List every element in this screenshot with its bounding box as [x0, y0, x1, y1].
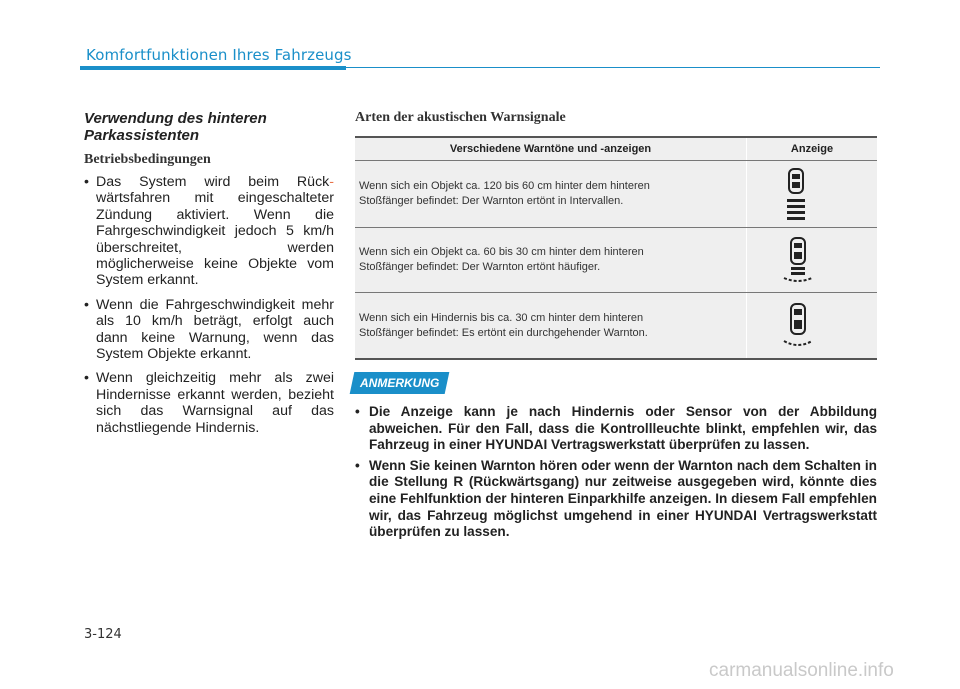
header-rule [346, 67, 880, 68]
row-line: Stoßfänger befindet: Der Warnton ertönt häufiger. [359, 261, 601, 273]
row-line: Stoßfänger befindet: Es ertönt ein durchgehender Warnton. [359, 326, 648, 339]
note-list [355, 404, 877, 541]
parking-sensor-far-icon [783, 168, 809, 220]
list-item [84, 174, 334, 289]
row-display [747, 293, 878, 360]
row-display [747, 161, 878, 228]
conditions-list [84, 174, 334, 436]
row-description [355, 228, 747, 293]
bullet1-part-a: Das System wird beim Rück [96, 174, 330, 190]
table-header-description: Verschiedene Warntöne und -anzeigen [355, 137, 747, 161]
row-description [355, 161, 747, 228]
row-description [355, 293, 747, 360]
parking-sensor-near-icon [783, 303, 813, 349]
table-title: Arten der akustischen Warnsignale [355, 110, 566, 125]
table-row [355, 161, 877, 228]
list-item: • Wenn die Fahrgeschwindigkeit mehr als 10 km/h beträgt, erfolgt auch dann keine Warnung, wenn das System Objekte erkannt. [84, 297, 334, 363]
table-row [355, 293, 877, 360]
row-display [747, 228, 878, 293]
left-column [84, 110, 334, 444]
table-header-display: Anzeige [747, 137, 878, 161]
row-line: Wenn sich ein Objekt ca. 60 bis 30 cm hinter dem hinteren [359, 246, 644, 258]
parking-sensor-mid-icon [783, 237, 813, 283]
warning-table [355, 136, 877, 360]
right-column [355, 110, 877, 545]
table-row [355, 228, 877, 293]
chapter-title: Komfortfunktionen Ihres Fahrzeugs [86, 46, 352, 64]
note-badge [350, 372, 450, 394]
watermark: carmanualsonline.info [709, 660, 894, 681]
row-line: Stoßfänger befindet: Der Warnton ertönt in Intervallen. [359, 195, 624, 207]
note-label: ANMERKUNG [360, 376, 440, 390]
list-item: • Wenn gleichzeitig mehr als zwei Hindernisse erkannt werden, bezieht sich das Warnsignal auf das nächstliegende Hindernis. [84, 370, 334, 436]
header-accent-bar [80, 66, 346, 70]
list-item: • Wenn Sie keinen Warnton hören oder wenn der Warnton nach dem Schalten in die Stellung R (Rückwärtsgang) nur zeitweise ausgegeben wird, könnte dies eine Fehlfunktion der hinteren Einparkhilfe anzeigen. In diesem Fall empfehlen wir, das Fahrzeug möglichst umgehend in einer HYUNDAI Vertragswerkstatt überprüfen zu lassen. [355, 458, 877, 541]
page-number: 3-124 [84, 627, 122, 642]
hyphen-mark: - [329, 174, 334, 190]
list-item: • Die Anzeige kann je nach Hindernis oder Sensor von der Abbildung abweichen. Für den Fall, dass die Kontrollleuchte blinkt, empfehlen wir, das Fahrzeug in einer HYUNDAI Vertragswerkstatt überprüfen zu lassen. [355, 404, 877, 454]
row-line: Wenn sich ein Hindernis bis ca. 30 cm hinter dem hinteren [359, 311, 644, 324]
section-title: Verwendung des hinteren Parkassistenten [84, 110, 267, 144]
subsection-title: Betriebsbedingungen [84, 152, 211, 167]
row-line: Wenn sich ein Objekt ca. 120 bis 60 cm hinter dem hinteren [359, 180, 650, 192]
bullet1-part-b: wärtsfahren mit eingeschalteter Zündung aktiviert. Wenn die Fahrgeschwindigkeit jedoch 5 km/h überschreitet, werden möglicherweise keine Objekte vom System erkannt. [96, 190, 334, 289]
